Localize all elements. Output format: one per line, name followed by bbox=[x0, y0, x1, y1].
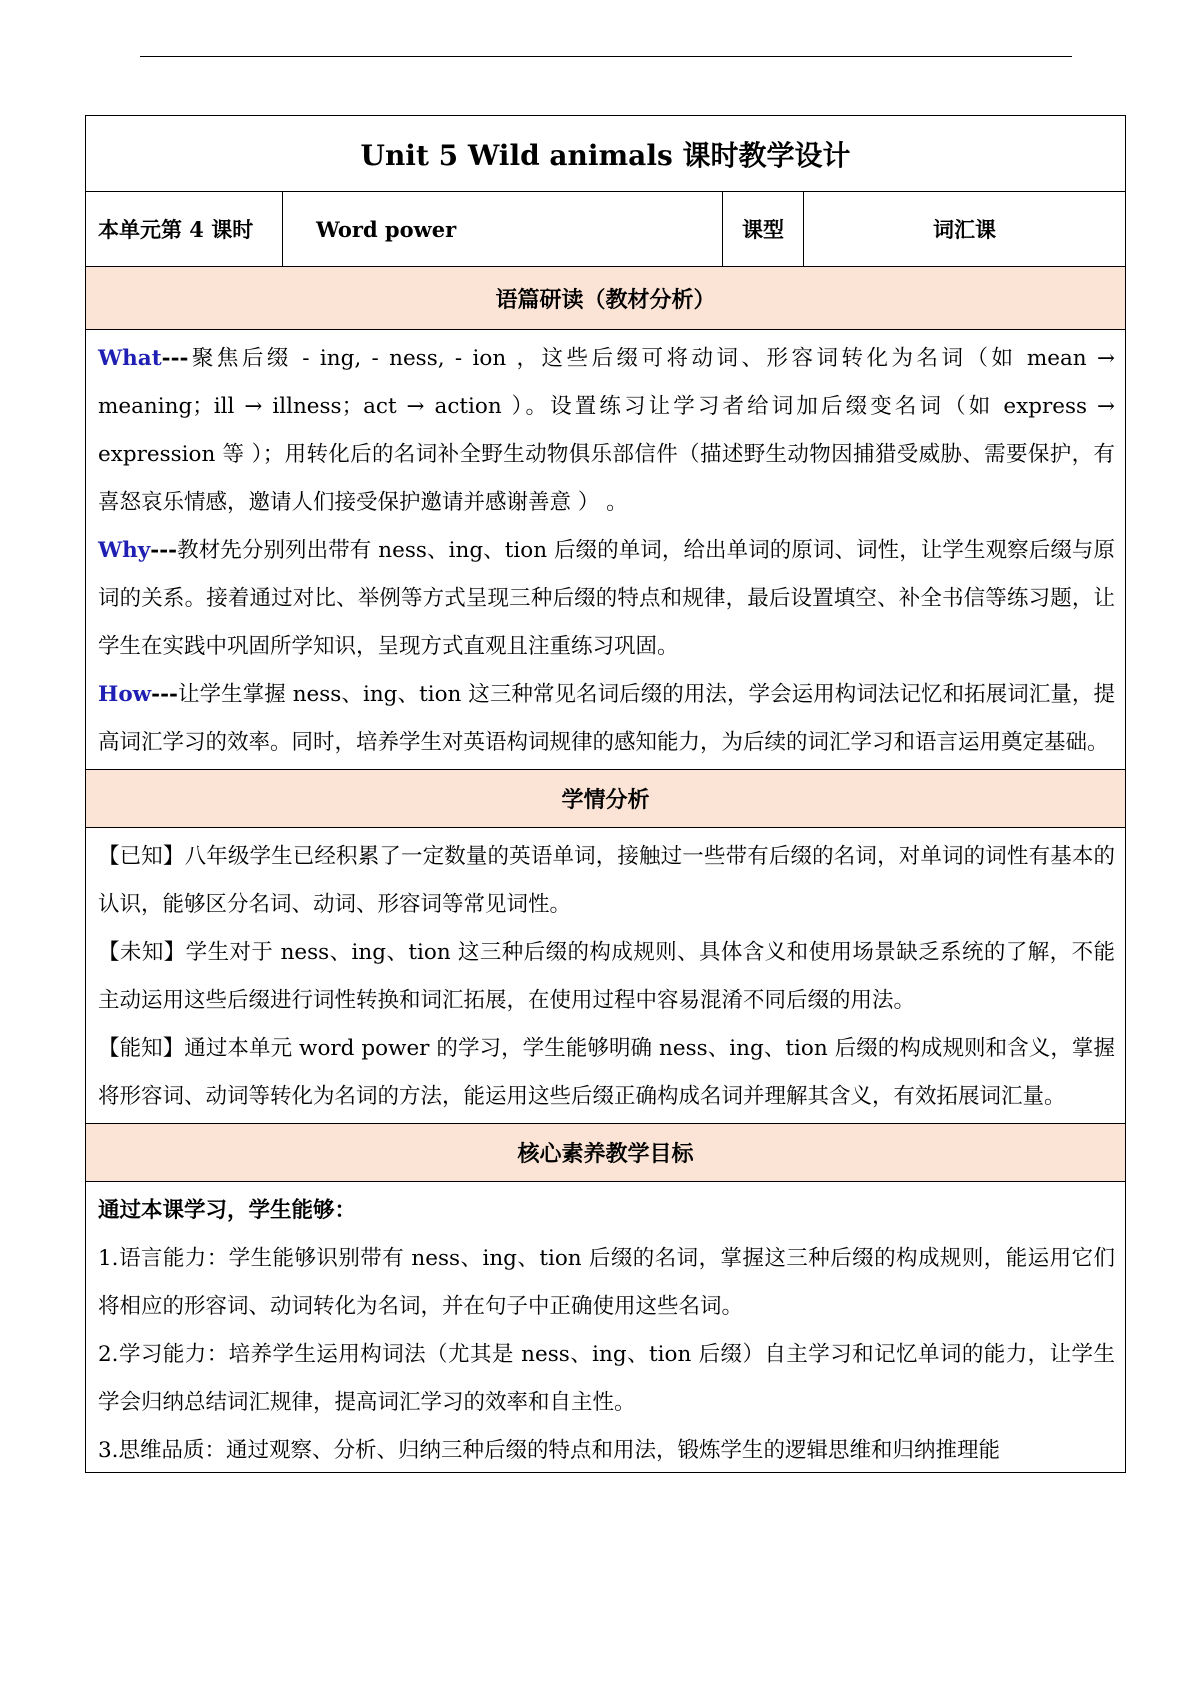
goal-item-language: 1.语言能力：学生能够识别带有 ness、ing、tion 后缀的名词，掌握这三种后缀的构成规则，能运用它们将相应的形容词、动词转化为名词，并在句子中正确使用这些名词。 bbox=[98, 1246, 1115, 1319]
why-dash: --- bbox=[150, 538, 178, 563]
why-label: Why bbox=[98, 538, 151, 563]
goals-body bbox=[86, 1182, 1125, 1472]
document-title: Unit 5 Wild animals 课时教学设计 bbox=[86, 116, 1125, 192]
how-paragraph bbox=[98, 671, 1115, 767]
goals-intro: 通过本课学习，学生能够： bbox=[98, 1198, 357, 1223]
lesson-type-label: 课型 bbox=[723, 192, 804, 266]
lesson-plan-table bbox=[85, 115, 1126, 1473]
lesson-number-cell: 本单元第 4 课时 bbox=[86, 192, 283, 266]
lesson-type-value: 词汇课 bbox=[933, 217, 996, 242]
how-text: 让学生掌握 ness、ing、tion 这三种常见名词后缀的用法，学会运用构词法记忆和拓展词汇量，提高词汇学习的效率。同时，培养学生对英语构词规律的感知能力，为后续的词汇学习和语言运用奠定基础。 bbox=[98, 682, 1115, 755]
what-paragraph bbox=[98, 335, 1115, 527]
goal-item-thinking: 3.思维品质：通过观察、分析、归纳三种后缀的特点和用法，锻炼学生的逻辑思维和归纳推理能 bbox=[98, 1438, 1001, 1463]
what-label: What bbox=[98, 346, 162, 371]
analysis-heading: 语篇研读（教材分析） bbox=[86, 267, 1125, 330]
goals-heading: 核心素养教学目标 bbox=[86, 1124, 1125, 1182]
known-paragraph: 【已知】八年级学生已经积累了一定数量的英语单词，接触过一些带有后缀的名词，对单词的词性有基本的认识，能够区分名词、动词、形容词等常见词性。 bbox=[98, 844, 1115, 917]
page-header-rule bbox=[140, 56, 1072, 57]
achievable-paragraph: 【能知】通过本单元 word power 的学习，学生能够明确 ness、ing、tion 后缀的构成规则和含义，掌握将形容词、动词等转化为名词的方法，能运用这些后缀正确构成名词并理解其含义，有效拓展词汇量。 bbox=[98, 1036, 1115, 1109]
how-label: How bbox=[98, 682, 152, 707]
meta-row bbox=[86, 192, 1125, 267]
how-dash: --- bbox=[151, 682, 178, 707]
what-dash: --- bbox=[161, 346, 189, 371]
goal-item-learning: 2.学习能力：培养学生运用构词法（尤其是 ness、ing、tion 后缀）自主学习和记忆单词的能力，让学生学会归纳总结词汇规律，提高词汇学习的效率和自主性。 bbox=[98, 1342, 1115, 1415]
learners-body bbox=[86, 828, 1125, 1124]
learners-heading: 学情分析 bbox=[86, 770, 1125, 828]
why-text: 教材先分别列出带有 ness、ing、tion 后缀的单词，给出单词的原词、词性，让学生观察后缀与原词的关系。接着通过对比、举例等方式呈现三种后缀的特点和规律，最后设置填空、补全书信等练习题，让学生在实践中巩固所学知识，呈现方式直观且注重练习巩固。 bbox=[98, 538, 1115, 659]
topic-cell: Word power bbox=[283, 192, 723, 266]
what-text: 聚焦后缀 - ing, - ness, - ion ，这些后缀可将动词、形容词转化为名词（如 mean → meaning；ill → illness；act → action ）。设置练习让学习者给词加后缀变名词（如 express → expression 等 ）；用转化后的名词补全野生动物俱乐部信件（描述野生动物因捕猎受威胁、需要保护，有喜怒哀乐情感，邀请人们接受保护邀请并感谢善意 ） 。 bbox=[98, 346, 1115, 515]
unknown-paragraph: 【未知】学生对于 ness、ing、tion 这三种后缀的构成规则、具体含义和使用场景缺乏系统的了解，不能主动运用这些后缀进行词性转换和词汇拓展，在使用过程中容易混淆不同后缀的用法。 bbox=[98, 940, 1115, 1013]
why-paragraph bbox=[98, 527, 1115, 671]
analysis-body bbox=[86, 330, 1125, 770]
